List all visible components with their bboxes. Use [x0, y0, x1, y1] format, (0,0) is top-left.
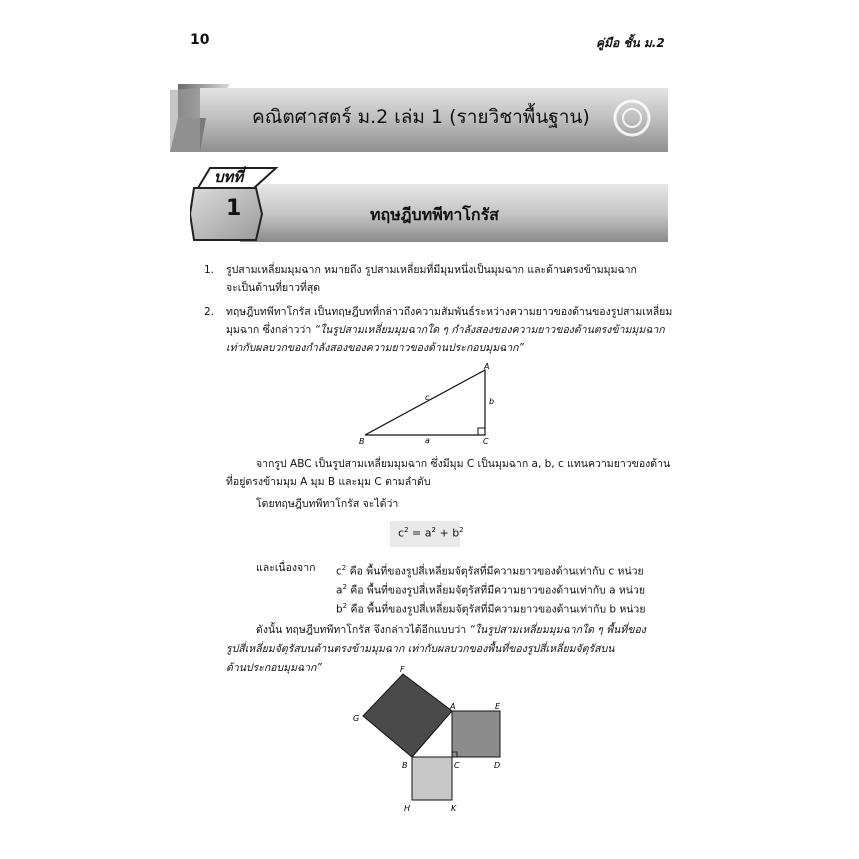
item-1-line-1: รูปสามเหลี่ยมมุมฉาก หมายถึง รูปสามเหลี่ยมที่มีมุมหนึ่งเป็นมุมฉาก และด้านตรงข้ามมุมฉาก [226, 264, 637, 276]
item-2-number: 2. [204, 306, 215, 318]
para-2: โดยทฤษฎีบทพีทาโกรัส จะได้ว่า [256, 498, 399, 510]
item-2-quote-start: “ในรูปสามเหลี่ยมมุมฉากใด ๆ กำลังสองของความยาวของด้านตรงข้ามมุมฉาก [314, 324, 665, 336]
item-2-line-2-lead: มุมฉาก ซึ่งกล่าวว่า [226, 324, 315, 336]
para-3-line-2: รูปสี่เหลี่ยมจัตุรัสบนด้านตรงข้ามมุมฉาก เท่ากับผลบวกของพื้นที่ของรูปสี่เหลี่ยมจัตุรัสบน [226, 643, 615, 655]
vertex-c-label: C [483, 437, 489, 446]
since-row-a: $a^2$ คือ พื้นที่ของรูปสี่เหลี่ยมจัตุรัสที่มีความยาวของด้านเท่ากับ a หน่วย [336, 583, 646, 597]
chapter-label: บทที่ [214, 168, 244, 186]
item-2-line-1: ทฤษฎีบทพีทาโกรัส เป็นทฤษฎีบทที่กล่าวถึงความสัมพันธ์ระหว่างความยาวของด้านของรูปสามเหลี่ยม [226, 306, 673, 318]
since-row-b: $b^2$ คือ พื้นที่ของรูปสี่เหลี่ยมจัตุรัสที่มีความยาวของด้านเท่ากับ b หน่วย [336, 602, 646, 616]
pythagoras-formula: $c^2 = a^2 + b^2$ [398, 526, 464, 540]
point-d-label: D [494, 761, 501, 770]
since-row-c: $c^2$ คือ พื้นที่ของรูปสี่เหลี่ยมจัตุรัสที่มีความยาวของด้านเท่ากับ c หน่วย [336, 564, 644, 578]
side-a-label: a [425, 436, 430, 445]
item-1-number: 1. [204, 264, 215, 276]
point-f-label: F [400, 665, 405, 674]
right-triangle-figure [355, 360, 505, 450]
right-angle-mark [478, 428, 485, 435]
book-title: คณิตศาสตร์ ม.2 เล่ม 1 (รายวิชาพื้นฐาน) [252, 106, 590, 128]
square-on-side-a [412, 757, 452, 800]
point-h-label: H [404, 804, 411, 813]
point-b-label: B [402, 761, 408, 770]
pythagoras-squares-figure [350, 664, 510, 816]
side-b-label: b [489, 397, 495, 406]
point-k-label: K [451, 804, 457, 813]
point-c-label: C [454, 761, 460, 770]
vertex-a-label: A [484, 362, 490, 371]
chapter-number: 1 [226, 196, 242, 221]
para-1-line-2: ที่อยู่ตรงข้ามมุม A มุม B และมุม C ตามลำดับ [226, 476, 431, 488]
para-3-line-3: ด้านประกอบมุมฉาก” [226, 662, 322, 674]
item-2-line-2 [226, 320, 665, 340]
side-c-label: c [425, 393, 430, 402]
page-number: 10 [190, 32, 210, 48]
point-g-label: G [353, 714, 360, 723]
chapter-title: ทฤษฎีบทพีทาโกรัส [370, 205, 499, 224]
item-2-quote-end: เท่ากับผลบวกของกำลังสองของความยาวของด้านประกอบมุมฉาก” [226, 342, 524, 354]
para-3-line-1: ดังนั้น ทฤษฎีบทพีทาโกรัส จึงกล่าวได้อีกแบบว่า “ในรูปสามเหลี่ยมมุมฉากใด ๆ พื้นที่ของ [256, 624, 646, 636]
point-e-label: E [495, 702, 501, 711]
square-on-hypotenuse [363, 674, 452, 757]
vertex-b-label: B [359, 437, 365, 446]
running-title: คู่มือ ชั้น ม.2 [596, 36, 665, 50]
square-on-side-b [452, 711, 500, 757]
point-a-label: A [450, 702, 456, 711]
para-1-line-1: จากรูป ABC เป็นรูปสามเหลี่ยมมุมฉาก ซึ่งมีมุม C เป็นมุมฉาก a, b, c แทนความยาวของด้าน [256, 458, 671, 470]
item-1-line-2: จะเป็นด้านที่ยาวที่สุด [226, 282, 321, 294]
since-lead: และเนื่องจาก [256, 562, 316, 574]
triangle-abc [365, 370, 485, 435]
